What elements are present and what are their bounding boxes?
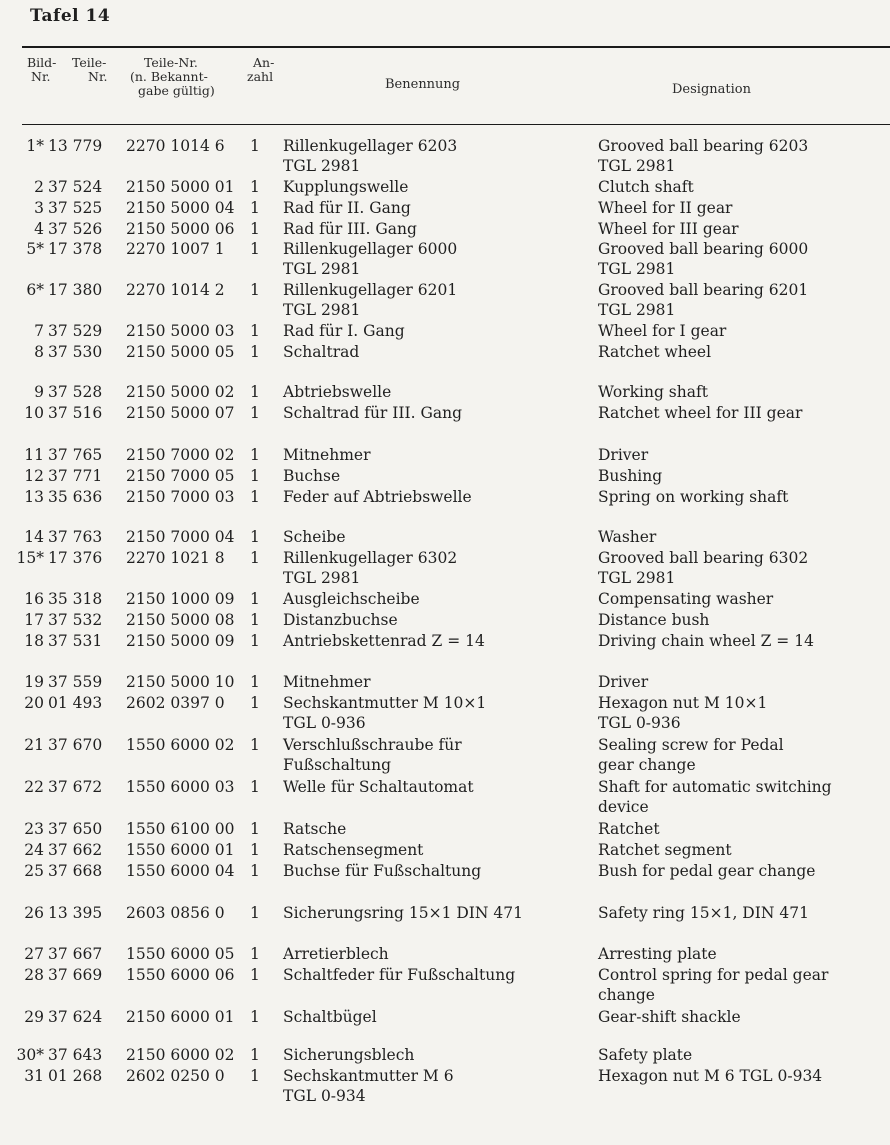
row-benennung-line: Buchse <box>283 467 341 485</box>
row-teile-nr-gueltig: 2150 5000 09 <box>126 632 235 650</box>
row-designation-line: TGL 2981 <box>598 157 676 175</box>
row-teile-nr-gueltig: 2150 5000 10 <box>126 673 235 691</box>
row-anzahl: 1 <box>250 590 260 608</box>
row-benennung-line: TGL 2981 <box>283 260 361 278</box>
row-teile-nr-gueltig: 1550 6000 06 <box>126 966 235 984</box>
row-teile-nr-gueltig: 2150 5000 06 <box>126 220 235 238</box>
row-benennung <box>283 239 457 279</box>
row-designation <box>598 944 717 964</box>
row-bild-nr: 21 <box>24 736 44 754</box>
row-designation <box>598 610 709 630</box>
row-designation-line: Wheel for II gear <box>598 199 733 217</box>
row-designation-line: Driver <box>598 673 649 691</box>
row-designation-line: Driving chain wheel Z = 14 <box>598 632 814 650</box>
row-bild-nr: 16 <box>24 590 44 608</box>
row-benennung <box>283 1007 377 1027</box>
row-benennung <box>283 840 423 860</box>
header-bild-line: Bild- <box>27 55 57 70</box>
row-bild-nr: 6* <box>26 281 44 299</box>
row-benennung-line: Ratschensegment <box>283 841 424 859</box>
row-teile-nr-gueltig: 1550 6000 04 <box>126 862 235 880</box>
row-anzahl: 1 <box>250 467 260 485</box>
row-benennung <box>283 403 462 423</box>
row-designation-line: Hexagon nut M 6 TGL 0-934 <box>598 1067 823 1085</box>
row-teile-nr-gueltig: 2150 5000 02 <box>126 383 235 401</box>
row-benennung <box>283 1045 414 1065</box>
row-benennung <box>283 382 391 402</box>
header-anzahl-line: zahl <box>247 69 274 84</box>
row-bild-nr: 23 <box>24 820 44 838</box>
row-designation-line: Arresting plate <box>598 945 717 963</box>
row-teile-nr-gueltig: 1550 6000 05 <box>126 945 235 963</box>
header-teilenr-line: gabe gültig) <box>138 83 215 98</box>
row-teile-nr: 17 376 <box>48 549 103 567</box>
row-bild-nr: 15* <box>16 549 44 567</box>
row-anzahl: 1 <box>250 528 260 546</box>
row-benennung-line: Schaltrad <box>283 343 360 361</box>
row-anzahl: 1 <box>250 404 260 422</box>
row-designation <box>598 342 711 362</box>
row-benennung <box>283 672 370 692</box>
row-bild-nr: 25 <box>24 862 44 880</box>
row-benennung <box>283 589 420 609</box>
row-teile-nr-gueltig: 2602 0397 0 <box>126 694 225 712</box>
row-benennung-line: Sechskantmutter M 10×1 <box>283 694 487 712</box>
row-benennung <box>283 903 523 923</box>
row-benennung-line: Schaltfeder für Fußschaltung <box>283 966 516 984</box>
row-designation-line: Distance bush <box>598 611 710 629</box>
row-designation-line: Wheel for I gear <box>598 322 727 340</box>
row-bild-nr: 2 <box>34 178 44 196</box>
row-anzahl: 1 <box>250 446 260 464</box>
row-bild-nr: 30* <box>16 1046 44 1064</box>
row-designation-line: Grooved ball bearing 6000 <box>598 240 809 258</box>
row-teile-nr: 37 672 <box>48 778 103 796</box>
row-bild-nr: 7 <box>34 322 44 340</box>
row-benennung-line: Arretierblech <box>283 945 389 963</box>
row-teile-nr-gueltig: 2150 7000 03 <box>126 488 235 506</box>
row-benennung-line: Mitnehmer <box>283 446 371 464</box>
row-benennung-line: Abtriebswelle <box>283 383 392 401</box>
header-anzahl-line: An- <box>253 55 275 70</box>
row-designation <box>598 527 656 547</box>
row-teile-nr-gueltig: 2602 0250 0 <box>126 1067 225 1085</box>
row-teile-nr: 37 765 <box>48 446 103 464</box>
row-teile-nr: 37 530 <box>48 343 103 361</box>
row-teile-nr: 37 670 <box>48 736 103 754</box>
row-teile-nr: 37 528 <box>48 383 103 401</box>
row-teile-nr-gueltig: 2270 1007 1 <box>126 240 225 258</box>
row-benennung-line: Rillenkugellager 6000 <box>283 240 458 258</box>
row-benennung <box>283 819 346 839</box>
row-bild-nr: 26 <box>24 904 44 922</box>
row-designation <box>598 280 808 320</box>
row-designation <box>598 1045 692 1065</box>
row-designation <box>598 672 648 692</box>
row-designation <box>598 321 726 341</box>
row-anzahl: 1 <box>250 178 260 196</box>
row-teile-nr: 37 643 <box>48 1046 103 1064</box>
row-benennung-line: Schaltbügel <box>283 1008 377 1026</box>
row-designation-line: Safety ring 15×1, DIN 471 <box>598 904 809 922</box>
row-designation <box>598 239 808 279</box>
row-teile-nr-gueltig: 2270 1014 2 <box>126 281 225 299</box>
row-teile-nr-gueltig: 2150 5000 05 <box>126 343 235 361</box>
row-designation <box>598 965 828 1005</box>
row-benennung-line: Kupplungswelle <box>283 178 409 196</box>
row-designation <box>598 631 814 651</box>
row-designation <box>598 382 708 402</box>
row-teile-nr: 37 559 <box>48 673 103 691</box>
row-designation-line: Shaft for automatic switching <box>598 778 832 796</box>
row-designation <box>598 487 788 507</box>
row-teile-nr-gueltig: 1550 6000 02 <box>126 736 235 754</box>
row-teile-nr-gueltig: 2270 1021 8 <box>126 549 225 567</box>
row-bild-nr: 14 <box>24 528 44 546</box>
row-teile-nr-gueltig: 2150 6000 02 <box>126 1046 235 1064</box>
row-teile-nr: 37 526 <box>48 220 103 238</box>
row-designation-line: Grooved ball bearing 6203 <box>598 137 809 155</box>
header-teilenr-line: Teile-Nr. <box>144 55 198 70</box>
row-teile-nr: 13 779 <box>48 137 103 155</box>
row-anzahl: 1 <box>250 862 260 880</box>
row-designation-line: Safety plate <box>598 1046 693 1064</box>
row-anzahl: 1 <box>250 199 260 217</box>
row-benennung <box>283 342 359 362</box>
row-bild-nr: 22 <box>24 778 44 796</box>
row-teile-nr: 37 662 <box>48 841 103 859</box>
row-benennung <box>283 777 474 797</box>
row-bild-nr: 20 <box>24 694 44 712</box>
row-benennung <box>283 1066 454 1106</box>
row-teile-nr-gueltig: 2150 5000 07 <box>126 404 235 422</box>
row-designation-line: Sealing screw for Pedal <box>598 736 784 754</box>
row-designation-line: Bush for pedal gear change <box>598 862 816 880</box>
row-anzahl: 1 <box>250 281 260 299</box>
row-designation-line: Working shaft <box>598 383 708 401</box>
row-benennung <box>283 965 515 985</box>
row-anzahl: 1 <box>250 322 260 340</box>
row-bild-nr: 5* <box>26 240 44 258</box>
row-teile-nr-gueltig: 2150 5000 08 <box>126 611 235 629</box>
row-benennung <box>283 944 389 964</box>
header-designation: Designation <box>672 82 751 97</box>
row-anzahl: 1 <box>250 240 260 258</box>
row-anzahl: 1 <box>250 488 260 506</box>
row-teile-nr: 37 650 <box>48 820 103 838</box>
row-benennung-line: Rillenkugellager 6302 <box>283 549 458 567</box>
page-title: Tafel 14 <box>30 6 111 26</box>
row-benennung-line: Sicherungsring 15×1 DIN 471 <box>283 904 523 922</box>
row-anzahl: 1 <box>250 694 260 712</box>
row-teile-nr: 37 529 <box>48 322 103 340</box>
row-designation <box>598 445 648 465</box>
row-anzahl: 1 <box>250 383 260 401</box>
row-designation <box>598 819 660 839</box>
row-benennung-line: Distanzbuchse <box>283 611 398 629</box>
row-teile-nr-gueltig: 1550 6100 00 <box>126 820 235 838</box>
row-anzahl: 1 <box>250 343 260 361</box>
row-designation-line: TGL 2981 <box>598 260 676 278</box>
row-benennung-line: Schaltrad für III. Gang <box>283 404 463 422</box>
row-teile-nr: 37 532 <box>48 611 103 629</box>
row-designation <box>598 177 694 197</box>
row-benennung <box>283 445 370 465</box>
row-benennung-line: TGL 0-936 <box>283 714 366 732</box>
row-anzahl: 1 <box>250 966 260 984</box>
row-bild-nr: 4 <box>34 220 44 238</box>
row-designation-line: Ratchet <box>598 820 660 838</box>
row-benennung-line: Scheibe <box>283 528 346 546</box>
row-benennung-line: TGL 2981 <box>283 569 361 587</box>
row-benennung <box>283 321 405 341</box>
row-bild-nr: 13 <box>24 488 44 506</box>
row-benennung <box>283 693 486 733</box>
row-benennung-line: Rad für II. Gang <box>283 199 411 217</box>
row-anzahl: 1 <box>250 778 260 796</box>
row-designation-line: gear change <box>598 756 696 774</box>
row-teile-nr-gueltig: 2150 5000 04 <box>126 199 235 217</box>
row-designation <box>598 466 662 486</box>
row-designation-line: Spring on working shaft <box>598 488 789 506</box>
row-teile-nr-gueltig: 2270 1014 6 <box>126 137 225 155</box>
row-anzahl: 1 <box>250 632 260 650</box>
row-designation-line: Driver <box>598 446 649 464</box>
row-designation <box>598 903 809 923</box>
row-benennung <box>283 735 462 775</box>
row-designation <box>598 136 808 176</box>
row-benennung <box>283 466 340 486</box>
row-anzahl: 1 <box>250 611 260 629</box>
row-teile-nr-gueltig: 2150 1000 09 <box>126 590 235 608</box>
row-bild-nr: 27 <box>24 945 44 963</box>
row-teile-nr-gueltig: 2150 5000 01 <box>126 178 235 196</box>
row-designation-line: device <box>598 798 649 816</box>
row-teile-nr-gueltig: 2603 0856 0 <box>126 904 225 922</box>
row-anzahl: 1 <box>250 1008 260 1026</box>
row-bild-nr: 11 <box>24 446 44 464</box>
row-teile-nr: 13 395 <box>48 904 103 922</box>
row-benennung-line: Sechskantmutter M 6 <box>283 1067 454 1085</box>
row-benennung-line: Rad für III. Gang <box>283 220 417 238</box>
row-designation-line: Gear-shift shackle <box>598 1008 741 1026</box>
row-teile-nr-gueltig: 1550 6000 01 <box>126 841 235 859</box>
row-benennung-line: Feder auf Abtriebswelle <box>283 488 472 506</box>
row-bild-nr: 3 <box>34 199 44 217</box>
row-teile-nr: 17 380 <box>48 281 103 299</box>
row-designation-line: Hexagon nut M 10×1 <box>598 694 768 712</box>
row-designation-line: Wheel for III gear <box>598 220 739 238</box>
row-designation <box>598 548 808 588</box>
row-teile-nr: 17 378 <box>48 240 103 258</box>
row-bild-nr: 10 <box>24 404 44 422</box>
row-designation <box>598 1066 822 1086</box>
row-benennung-line: Rillenkugellager 6203 <box>283 137 458 155</box>
row-designation-line: TGL 2981 <box>598 301 676 319</box>
row-designation-line: Clutch shaft <box>598 178 694 196</box>
row-anzahl: 1 <box>250 220 260 238</box>
row-designation <box>598 840 732 860</box>
row-designation-line: TGL 0-936 <box>598 714 681 732</box>
row-benennung <box>283 136 457 176</box>
row-designation <box>598 219 739 239</box>
row-designation <box>598 693 767 733</box>
row-designation <box>598 735 784 775</box>
row-benennung-line: Ratsche <box>283 820 347 838</box>
row-benennung-line: Antriebskettenrad Z = 14 <box>283 632 485 650</box>
row-teile-nr: 37 525 <box>48 199 103 217</box>
row-anzahl: 1 <box>250 904 260 922</box>
row-teile-nr-gueltig: 2150 7000 02 <box>126 446 235 464</box>
row-designation-line: change <box>598 986 655 1004</box>
row-benennung-line: TGL 2981 <box>283 157 361 175</box>
row-teile-nr: 37 524 <box>48 178 103 196</box>
row-bild-nr: 9 <box>34 383 44 401</box>
row-teile-nr: 37 667 <box>48 945 103 963</box>
row-benennung-line: TGL 2981 <box>283 301 361 319</box>
row-teile-nr: 37 771 <box>48 467 103 485</box>
row-teile-nr: 37 531 <box>48 632 103 650</box>
row-teile-nr: 37 624 <box>48 1008 103 1026</box>
row-designation-line: Ratchet wheel for III gear <box>598 404 803 422</box>
row-anzahl: 1 <box>250 736 260 754</box>
row-teile-nr-gueltig: 1550 6000 03 <box>126 778 235 796</box>
row-designation-line: Grooved ball bearing 6201 <box>598 281 809 299</box>
row-teile-nr: 37 668 <box>48 862 103 880</box>
row-teile-nr-gueltig: 2150 5000 03 <box>126 322 235 340</box>
header-teile-line: Nr. <box>88 69 108 84</box>
row-designation <box>598 1007 741 1027</box>
row-designation <box>598 861 815 881</box>
row-teile-nr: 01 268 <box>48 1067 103 1085</box>
row-benennung <box>283 527 346 547</box>
row-designation-line: Compensating washer <box>598 590 774 608</box>
row-designation <box>598 198 732 218</box>
row-benennung <box>283 487 472 507</box>
row-bild-nr: 17 <box>24 611 44 629</box>
row-anzahl: 1 <box>250 841 260 859</box>
row-benennung-line: Verschlußschraube für <box>283 736 462 754</box>
row-designation-line: Grooved ball bearing 6302 <box>598 549 809 567</box>
row-designation-line: Ratchet segment <box>598 841 732 859</box>
header-bild-line: Nr. <box>31 69 51 84</box>
row-benennung-line: Ausgleichscheibe <box>283 590 420 608</box>
row-anzahl: 1 <box>250 1067 260 1085</box>
row-benennung-line: Fußschaltung <box>283 756 392 774</box>
row-anzahl: 1 <box>250 673 260 691</box>
row-benennung-line: TGL 0-934 <box>283 1087 366 1105</box>
row-bild-nr: 28 <box>24 966 44 984</box>
row-teile-nr: 37 669 <box>48 966 103 984</box>
row-teile-nr: 35 318 <box>48 590 103 608</box>
row-designation-line: Control spring for pedal gear <box>598 966 829 984</box>
row-anzahl: 1 <box>250 820 260 838</box>
row-benennung <box>283 280 457 320</box>
row-bild-nr: 18 <box>24 632 44 650</box>
row-benennung-line: Buchse für Fußschaltung <box>283 862 482 880</box>
row-benennung <box>283 548 457 588</box>
header-teile-line: Teile- <box>72 55 107 70</box>
row-designation-line: TGL 2981 <box>598 569 676 587</box>
row-designation-line: Bushing <box>598 467 663 485</box>
row-benennung <box>283 177 408 197</box>
row-designation <box>598 589 773 609</box>
row-benennung-line: Rillenkugellager 6201 <box>283 281 458 299</box>
row-bild-nr: 1* <box>26 137 44 155</box>
row-benennung <box>283 198 411 218</box>
row-anzahl: 1 <box>250 945 260 963</box>
row-teile-nr: 01 493 <box>48 694 103 712</box>
row-benennung-line: Rad für I. Gang <box>283 322 405 340</box>
row-benennung <box>283 219 417 239</box>
row-bild-nr: 12 <box>24 467 44 485</box>
row-teile-nr: 37 516 <box>48 404 103 422</box>
row-designation-line: Ratchet wheel <box>598 343 712 361</box>
row-benennung-line: Mitnehmer <box>283 673 371 691</box>
row-anzahl: 1 <box>250 1046 260 1064</box>
row-anzahl: 1 <box>250 549 260 567</box>
row-designation-line: Washer <box>598 528 657 546</box>
row-teile-nr: 37 763 <box>48 528 103 546</box>
row-benennung <box>283 610 398 630</box>
row-designation <box>598 403 802 423</box>
row-teile-nr: 35 636 <box>48 488 103 506</box>
row-benennung-line: Welle für Schaltautomat <box>283 778 474 796</box>
row-bild-nr: 8 <box>34 343 44 361</box>
row-designation <box>598 777 832 817</box>
row-anzahl: 1 <box>250 137 260 155</box>
row-teile-nr-gueltig: 2150 6000 01 <box>126 1008 235 1026</box>
row-bild-nr: 24 <box>24 841 44 859</box>
row-bild-nr: 31 <box>24 1067 44 1085</box>
row-teile-nr-gueltig: 2150 7000 05 <box>126 467 235 485</box>
row-bild-nr: 29 <box>24 1008 44 1026</box>
row-teile-nr-gueltig: 2150 7000 04 <box>126 528 235 546</box>
row-benennung <box>283 861 481 881</box>
header-teilenr-line: (n. Bekannt- <box>130 69 208 84</box>
row-benennung-line: Sicherungsblech <box>283 1046 415 1064</box>
header-benennung: Benennung <box>385 77 461 92</box>
row-benennung <box>283 631 485 651</box>
row-bild-nr: 19 <box>24 673 44 691</box>
